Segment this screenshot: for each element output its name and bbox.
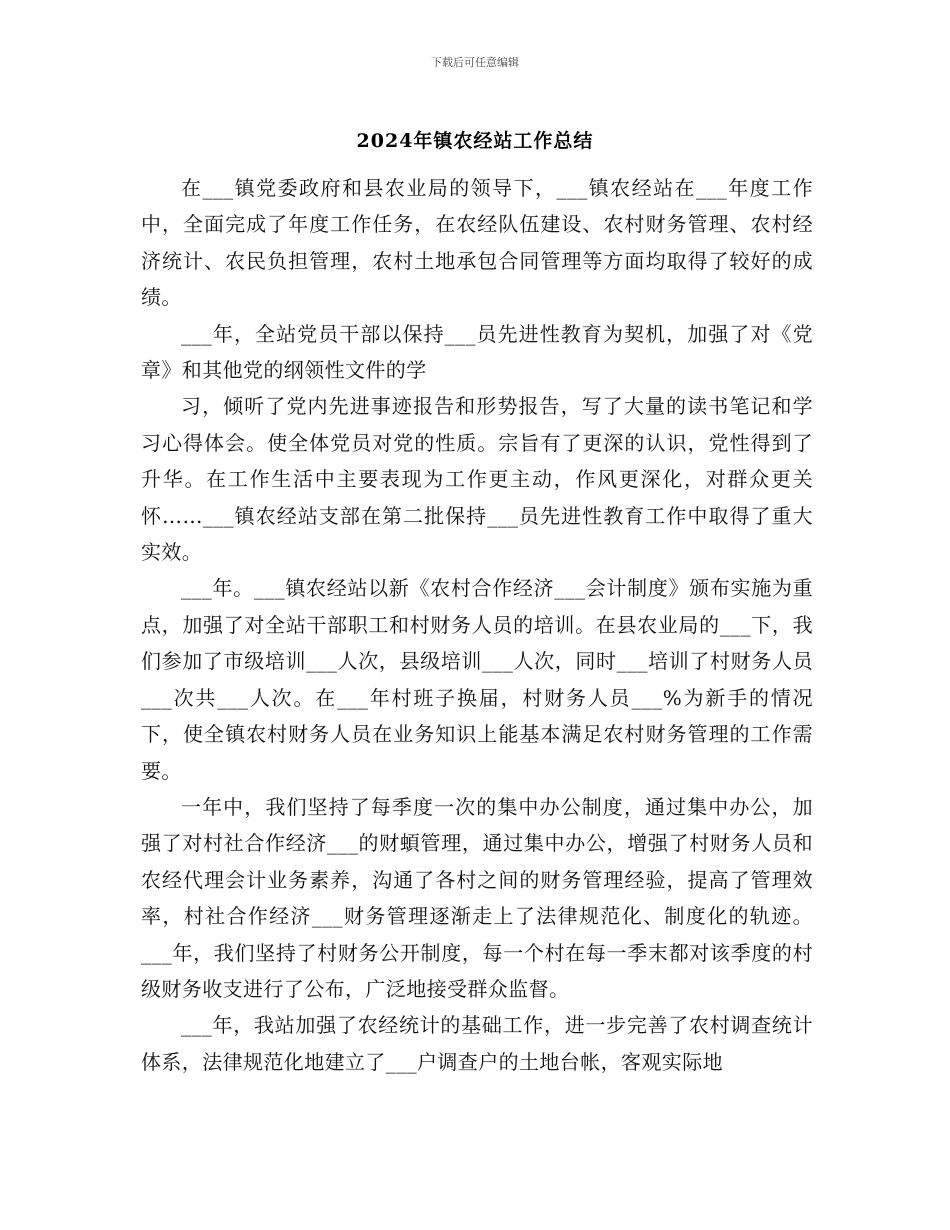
paragraph-3: 习，倾听了党内先进事迹报告和形势报告，写了大量的读书笔记和学习心得体会。使全体党员对党的性质。宗旨有了更深的认识，党性得到了升华。在工作生活中主要表现为工作更主动，作风更深化，对群众更关怀……___镇农经站支部在第二批保持___员先进性教育工作中取得了重大实效。 [141,394,813,565]
document-title: 2024年镇农经站工作总结 [356,130,594,152]
paragraph-2: ___年，全站党员干部以保持___员先进性教育为契机，加强了对《党章》和其他党的纲领性文件的学 [141,321,813,383]
document-body [141,170,813,1080]
paragraph-1: 在___镇党委政府和县农业局的领导下，___镇农经站在___年度工作中，全面完成了年度工作任务，在农经队伍建设、农村财务管理、农村经济统计、农民负担管理，农村土地承包合同管理等方面均取得了较好的成绩。 [141,176,813,310]
header-note: 下载后可任意编辑 [431,56,519,69]
paragraph-5: 一年中，我们坚持了每季度一次的集中办公制度，通过集中办公，加强了对村社合作经济___的财蝢管理，通过集中办公，增强了村财务人员和农经代理会计业务素养，沟通了各村之间的财务管理经验，提高了管理效率，村社合作经济___财务管理逐渐走上了法律规范化、制度化的轨迹。___年，我们坚持了村财务公开制度，每一个村在每一季末都对该季度的村级财务收支进行了公布，广泛地接受群众监督。 [141,794,813,1001]
paragraph-4: ___年。___镇农经站以新《农村合作经济___会计制度》颁布实施为重点，加强了对全站干部职工和村财务人员的培训。在县农业局的___下，我们参加了市级培训___人次，县级培训___人次，同时___培训了村财务人员___次共___人次。在___年村班子换届，村财务人员___%为新手的情况下，使全镇农村财务人员在业务知识上能基本满足农村财务管理的工作需要。 [141,576,813,783]
paragraph-6: ___年，我站加强了农经统计的基础工作，进一步完善了农村调查统计体系，法律规范化地建立了___户调查户的土地台帐，客观实际地 [141,1013,813,1074]
